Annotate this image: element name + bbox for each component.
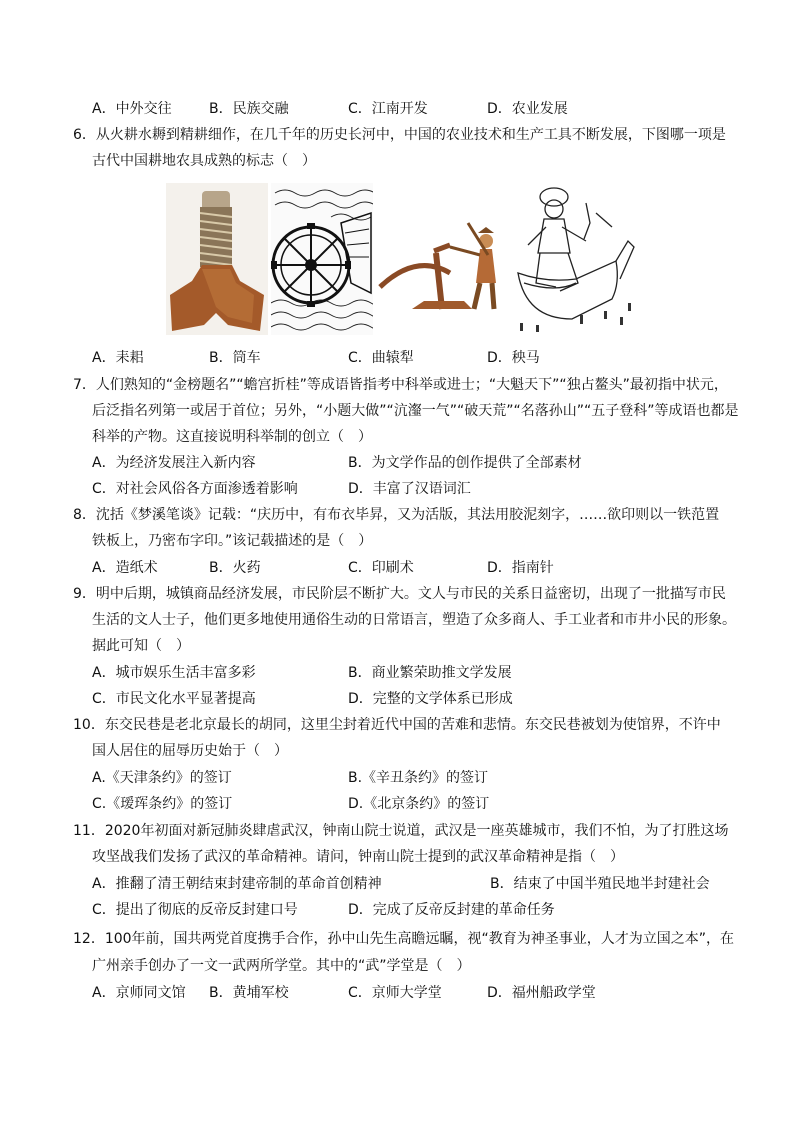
q9-stem-line-1: 9．明中后期，城镇商品经济发展，市民阶层不断扩大。文人与市民的关系日益密切，出现了一批描写市民 — [73, 586, 726, 602]
q9-option-c[interactable]: C．市民文化水平显著提高 — [92, 691, 256, 707]
q7-option-c[interactable]: C．对社会风俗各方面渗透着影响 — [92, 481, 298, 497]
q11-stem-line-1: 11．2020年初面对新冠肺炎肆虐武汉，钟南山院士说道，武汉是一座英雄城市，我们不怕，为了打胜这场 — [73, 823, 729, 839]
q12-option-a[interactable]: A．京师同文馆 — [92, 985, 186, 1001]
q11-option-d[interactable]: D．完成了反帝反封建的革命任务 — [348, 902, 555, 918]
rice-seedling-horse-icon — [516, 183, 636, 335]
q10-stem-line-2: 国人居住的屈辱历史始于（ ） — [92, 743, 288, 759]
q6-image-strip — [166, 183, 636, 335]
q11-option-c[interactable]: C．提出了彻底的反帝反封建口号 — [92, 902, 298, 918]
q6-option-d[interactable]: D．秧马 — [487, 350, 540, 366]
q7-option-a[interactable]: A．为经济发展注入新内容 — [92, 455, 256, 471]
q9-option-d[interactable]: D．完整的文学体系已形成 — [348, 691, 513, 707]
q12-option-b[interactable]: B．黄埔军校 — [209, 985, 289, 1001]
q5-option-a[interactable]: A．中外交往 — [92, 101, 172, 117]
leisi-tool-icon — [166, 183, 268, 335]
q7-option-d[interactable]: D．丰富了汉语词汇 — [348, 481, 471, 497]
q12-stem-line-1: 12．100年前，国共两党首度携手合作，孙中山先生高瞻远瞩，视“教育为神圣事业，人才为立国之本”，在 — [73, 931, 735, 947]
waterwheel-icon — [271, 183, 373, 335]
q9-stem-line-2: 生活的文人士子，他们更多地使用通俗生动的日常语言，塑造了众多商人、手工业者和市井小民的形象。 — [92, 612, 736, 628]
q6-stem-line-1: 6．从火耕水耨到精耕细作，在几千年的历史长河中，中国的农业技术和生产工具不断发展，下图哪一项是 — [73, 127, 726, 143]
q10-option-a[interactable]: A.《天津条约》的签订 — [92, 770, 232, 786]
q12-stem-line-2: 广州亲手创办了一文一武两所学堂。其中的“武”学堂是（ ） — [92, 958, 471, 974]
q7-option-b[interactable]: B．为文学作品的创作提供了全部素材 — [348, 455, 582, 471]
q7-stem-line-2: 后泛指名列第一或居于首位；另外，“小题大做”“沆瀣一气”“破天荒”“名落孙山”“五子登科”等成语也都是 — [92, 403, 739, 419]
q8-stem-line-2: 铁板上，乃密布字印。”该记载描述的是（ ） — [92, 533, 373, 549]
q11-option-b[interactable]: B．结束了中国半殖民地半封建社会 — [490, 876, 710, 892]
q10-option-d[interactable]: D.《北京条约》的签订 — [348, 796, 490, 812]
q5-option-b[interactable]: B．民族交融 — [209, 101, 289, 117]
q8-option-b[interactable]: B．火药 — [209, 560, 261, 576]
q8-option-a[interactable]: A．造纸术 — [92, 560, 158, 576]
curved-plough-icon — [376, 183, 510, 335]
q6-image-tongche — [271, 183, 373, 335]
q5-option-c[interactable]: C．江南开发 — [348, 101, 428, 117]
q6-option-a[interactable]: A．耒耜 — [92, 350, 144, 366]
q8-option-c[interactable]: C．印刷术 — [348, 560, 414, 576]
q7-stem-line-3: 科举的产物。这直接说明科举制的创立（ ） — [92, 429, 372, 445]
q10-option-b[interactable]: B.《辛丑条约》的签订 — [348, 770, 489, 786]
q5-option-d[interactable]: D．农业发展 — [487, 101, 568, 117]
q8-stem-line-1: 8．沈括《梦溪笔谈》记载：“庆历中，有布衣毕昇，又为活版，其法用胶泥刻字，……欲印则以一铁范置 — [73, 507, 720, 523]
q9-option-a[interactable]: A．城市娱乐生活丰富多彩 — [92, 665, 256, 681]
q7-stem-line-1: 7．人们熟知的“金榜题名”“蟾宫折桂”等成语皆指考中科举或进士；“大魁天下”“独占鳌头”最初指中状元， — [73, 377, 728, 393]
q9-option-b[interactable]: B．商业繁荣助推文学发展 — [348, 665, 512, 681]
q11-stem-line-2: 攻坚战我们发扬了武汉的革命精神。请问，钟南山院士提到的武汉革命精神是指（ ） — [92, 849, 624, 865]
q6-image-leisi — [166, 183, 268, 335]
q6-option-c[interactable]: C．曲辕犁 — [348, 350, 414, 366]
q6-image-quyuanli — [376, 183, 510, 335]
q11-option-a[interactable]: A．推翻了清王朝结束封建帝制的革命首创精神 — [92, 876, 382, 892]
q6-image-yangma — [516, 183, 636, 335]
q9-stem-line-3: 据此可知（ ） — [92, 638, 190, 654]
q8-option-d[interactable]: D．指南针 — [487, 560, 554, 576]
q6-stem-line-2: 古代中国耕地农具成熟的标志（ ） — [92, 153, 316, 169]
q6-option-b[interactable]: B．筒车 — [209, 350, 261, 366]
q10-stem-line-1: 10．东交民巷是老北京最长的胡同，这里尘封着近代中国的苦难和悲情。东交民巷被划为使馆界，不许中 — [73, 717, 721, 733]
q12-option-d[interactable]: D．福州船政学堂 — [487, 985, 596, 1001]
q10-option-c[interactable]: C.《瑷珲条约》的签订 — [92, 796, 233, 812]
q12-option-c[interactable]: C．京师大学堂 — [348, 985, 442, 1001]
